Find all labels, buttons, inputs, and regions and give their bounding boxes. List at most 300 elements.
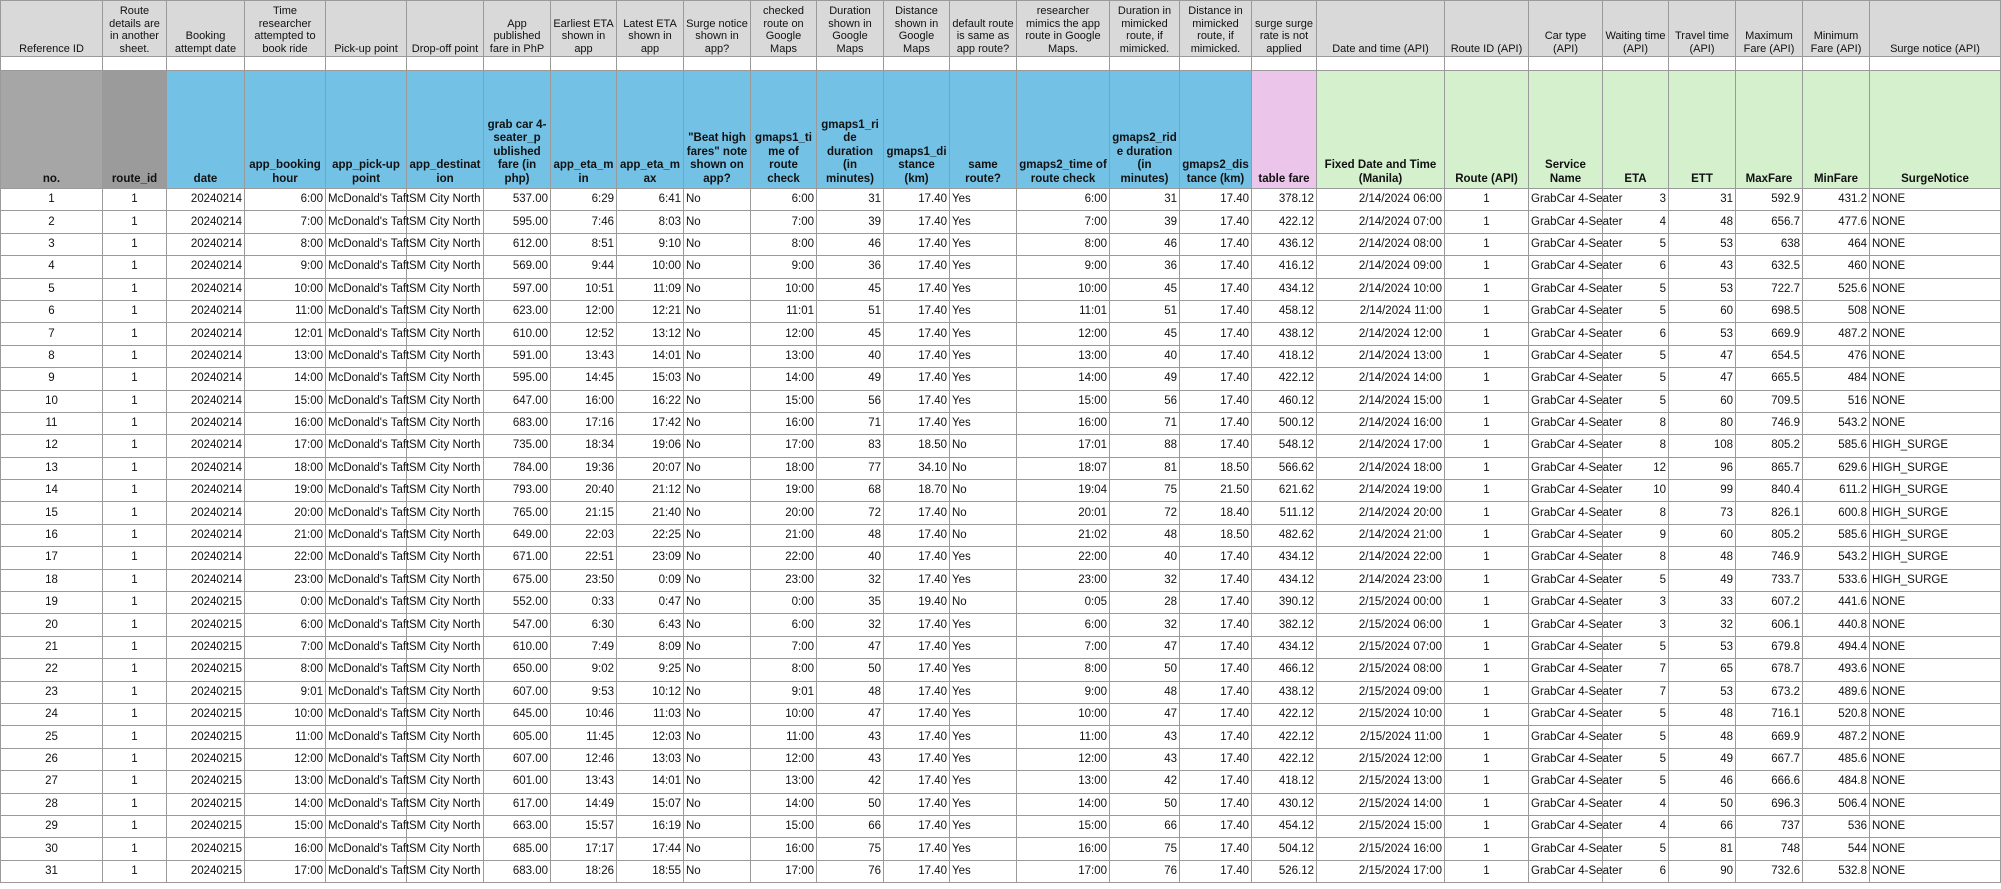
column-description-hour[interactable]: Time researcher attempted to book ride	[245, 1, 326, 57]
cell-maxfare[interactable]: 656.7	[1736, 211, 1803, 233]
cell-g1_dur[interactable]: 45	[817, 323, 884, 345]
cell-g1_time[interactable]: 10:00	[751, 278, 817, 300]
cell-service[interactable]: GrabCar 4-Seater	[1529, 659, 1603, 681]
cell-surge[interactable]: NONE	[1870, 390, 2001, 412]
cell-eta_max[interactable]: 12:21	[617, 300, 684, 322]
cell-fare[interactable]: 605.00	[484, 726, 551, 748]
cell-route_id[interactable]: 1	[103, 838, 167, 860]
cell-eta_max[interactable]: 13:12	[617, 323, 684, 345]
cell-g2_dur[interactable]: 48	[1110, 681, 1180, 703]
cell-service[interactable]: GrabCar 4-Seater	[1529, 524, 1603, 546]
cell-minfare[interactable]: 585.6	[1803, 435, 1870, 457]
cell-same[interactable]: Yes	[950, 838, 1017, 860]
cell-minfare[interactable]: 543.2	[1803, 547, 1870, 569]
cell-fixed_dt[interactable]: 2/14/2024 19:00	[1317, 480, 1445, 502]
cell-g2_dist[interactable]: 17.40	[1180, 189, 1252, 211]
cell-fare[interactable]: 612.00	[484, 233, 551, 255]
cell-dest[interactable]: SM City North	[407, 860, 484, 882]
cell-surge[interactable]: HIGH_SURGE	[1870, 457, 2001, 479]
cell-maxfare[interactable]: 669.9	[1736, 323, 1803, 345]
cell-beat[interactable]: No	[684, 659, 751, 681]
cell-beat[interactable]: No	[684, 726, 751, 748]
cell-ett[interactable]: 48	[1669, 211, 1736, 233]
cell-no[interactable]: 23	[1, 681, 103, 703]
cell-beat[interactable]: No	[684, 703, 751, 725]
cell-fare[interactable]: 591.00	[484, 345, 551, 367]
cell-g1_dur[interactable]: 75	[817, 838, 884, 860]
cell-fare[interactable]: 595.00	[484, 211, 551, 233]
cell-eta_min[interactable]: 0:33	[551, 592, 617, 614]
cell-route_api[interactable]: 1	[1445, 748, 1529, 770]
cell-g1_time[interactable]: 18:00	[751, 457, 817, 479]
cell-fixed_dt[interactable]: 2/14/2024 16:00	[1317, 412, 1445, 434]
cell-maxfare[interactable]: 716.1	[1736, 703, 1803, 725]
cell-eta[interactable]: 4	[1603, 793, 1669, 815]
cell-fare[interactable]: 683.00	[484, 860, 551, 882]
cell-eta_max[interactable]: 14:01	[617, 771, 684, 793]
cell-fixed_dt[interactable]: 2/15/2024 10:00	[1317, 703, 1445, 725]
cell-date[interactable]: 20240214	[167, 457, 245, 479]
cell-dest[interactable]: SM City North	[407, 726, 484, 748]
cell-same[interactable]: Yes	[950, 681, 1017, 703]
cell-ett[interactable]: 53	[1669, 233, 1736, 255]
blank-cell[interactable]	[484, 57, 551, 71]
cell-eta_max[interactable]: 9:10	[617, 233, 684, 255]
cell-eta_min[interactable]: 14:49	[551, 793, 617, 815]
cell-date[interactable]: 20240214	[167, 412, 245, 434]
cell-route_api[interactable]: 1	[1445, 412, 1529, 434]
cell-ett[interactable]: 53	[1669, 278, 1736, 300]
column-header-minfare[interactable]: MinFare	[1803, 71, 1870, 189]
cell-surge[interactable]: HIGH_SURGE	[1870, 547, 2001, 569]
cell-route_id[interactable]: 1	[103, 592, 167, 614]
cell-maxfare[interactable]: 632.5	[1736, 256, 1803, 278]
cell-table_fare[interactable]: 422.12	[1252, 726, 1317, 748]
cell-service[interactable]: GrabCar 4-Seater	[1529, 300, 1603, 322]
cell-ett[interactable]: 53	[1669, 681, 1736, 703]
cell-fare[interactable]: 537.00	[484, 189, 551, 211]
cell-eta[interactable]: 9	[1603, 524, 1669, 546]
cell-ett[interactable]: 48	[1669, 547, 1736, 569]
cell-no[interactable]: 20	[1, 614, 103, 636]
cell-eta_max[interactable]: 21:40	[617, 502, 684, 524]
cell-g2_dist[interactable]: 17.40	[1180, 681, 1252, 703]
column-header-fixed_dt[interactable]: Fixed Date and Time (Manila)	[1317, 71, 1445, 189]
cell-g1_dist[interactable]: 17.40	[884, 703, 950, 725]
cell-date[interactable]: 20240214	[167, 569, 245, 591]
cell-dest[interactable]: SM City North	[407, 592, 484, 614]
cell-hour[interactable]: 0:00	[245, 592, 326, 614]
cell-ett[interactable]: 66	[1669, 815, 1736, 837]
cell-g1_time[interactable]: 9:00	[751, 256, 817, 278]
cell-g2_time[interactable]: 8:00	[1017, 659, 1110, 681]
cell-g1_dist[interactable]: 34.10	[884, 457, 950, 479]
cell-service[interactable]: GrabCar 4-Seater	[1529, 211, 1603, 233]
cell-fixed_dt[interactable]: 2/15/2024 15:00	[1317, 815, 1445, 837]
cell-maxfare[interactable]: 746.9	[1736, 412, 1803, 434]
cell-route_api[interactable]: 1	[1445, 502, 1529, 524]
cell-g1_time[interactable]: 8:00	[751, 233, 817, 255]
cell-hour[interactable]: 13:00	[245, 771, 326, 793]
cell-beat[interactable]: No	[684, 592, 751, 614]
cell-g2_time[interactable]: 6:00	[1017, 189, 1110, 211]
blank-cell[interactable]	[1603, 57, 1669, 71]
cell-maxfare[interactable]: 805.2	[1736, 435, 1803, 457]
cell-minfare[interactable]: 516	[1803, 390, 1870, 412]
cell-eta_max[interactable]: 23:09	[617, 547, 684, 569]
cell-g2_time[interactable]: 14:00	[1017, 793, 1110, 815]
cell-pickup[interactable]: McDonald's Taft	[326, 636, 407, 658]
cell-ett[interactable]: 80	[1669, 412, 1736, 434]
cell-g2_time[interactable]: 19:04	[1017, 480, 1110, 502]
cell-g2_dur[interactable]: 71	[1110, 412, 1180, 434]
cell-g2_dur[interactable]: 39	[1110, 211, 1180, 233]
cell-g1_dur[interactable]: 35	[817, 592, 884, 614]
cell-eta_min[interactable]: 6:29	[551, 189, 617, 211]
cell-route_api[interactable]: 1	[1445, 681, 1529, 703]
cell-fixed_dt[interactable]: 2/14/2024 07:00	[1317, 211, 1445, 233]
cell-table_fare[interactable]: 434.12	[1252, 278, 1317, 300]
cell-g1_dur[interactable]: 32	[817, 569, 884, 591]
cell-g1_dist[interactable]: 17.40	[884, 793, 950, 815]
cell-eta_max[interactable]: 6:43	[617, 614, 684, 636]
cell-date[interactable]: 20240214	[167, 189, 245, 211]
cell-route_id[interactable]: 1	[103, 771, 167, 793]
cell-no[interactable]: 14	[1, 480, 103, 502]
cell-no[interactable]: 5	[1, 278, 103, 300]
cell-fixed_dt[interactable]: 2/14/2024 23:00	[1317, 569, 1445, 591]
cell-g2_dist[interactable]: 17.40	[1180, 390, 1252, 412]
cell-g1_time[interactable]: 14:00	[751, 793, 817, 815]
blank-cell[interactable]	[1445, 57, 1529, 71]
cell-fixed_dt[interactable]: 2/15/2024 17:00	[1317, 860, 1445, 882]
cell-eta_max[interactable]: 10:00	[617, 256, 684, 278]
cell-table_fare[interactable]: 482.62	[1252, 524, 1317, 546]
cell-maxfare[interactable]: 748	[1736, 838, 1803, 860]
cell-dest[interactable]: SM City North	[407, 457, 484, 479]
cell-surge[interactable]: NONE	[1870, 703, 2001, 725]
cell-eta_min[interactable]: 21:15	[551, 502, 617, 524]
cell-route_id[interactable]: 1	[103, 703, 167, 725]
blank-cell[interactable]	[103, 57, 167, 71]
cell-fixed_dt[interactable]: 2/14/2024 10:00	[1317, 278, 1445, 300]
column-description-fixed_dt[interactable]: Date and time (API)	[1317, 1, 1445, 57]
cell-eta_min[interactable]: 13:43	[551, 345, 617, 367]
cell-date[interactable]: 20240215	[167, 815, 245, 837]
cell-g2_dist[interactable]: 17.40	[1180, 256, 1252, 278]
cell-route_id[interactable]: 1	[103, 457, 167, 479]
cell-minfare[interactable]: 485.6	[1803, 748, 1870, 770]
cell-g2_dur[interactable]: 66	[1110, 815, 1180, 837]
cell-same[interactable]: Yes	[950, 300, 1017, 322]
cell-eta_max[interactable]: 11:09	[617, 278, 684, 300]
cell-hour[interactable]: 6:00	[245, 614, 326, 636]
cell-no[interactable]: 25	[1, 726, 103, 748]
cell-eta[interactable]: 3	[1603, 189, 1669, 211]
cell-same[interactable]: Yes	[950, 793, 1017, 815]
cell-route_id[interactable]: 1	[103, 726, 167, 748]
cell-table_fare[interactable]: 566.62	[1252, 457, 1317, 479]
cell-pickup[interactable]: McDonald's Taft	[326, 278, 407, 300]
cell-dest[interactable]: SM City North	[407, 278, 484, 300]
cell-dest[interactable]: SM City North	[407, 435, 484, 457]
cell-g1_time[interactable]: 12:00	[751, 323, 817, 345]
cell-hour[interactable]: 13:00	[245, 345, 326, 367]
blank-cell[interactable]	[950, 57, 1017, 71]
cell-surge[interactable]: NONE	[1870, 345, 2001, 367]
cell-g1_time[interactable]: 10:00	[751, 703, 817, 725]
cell-fixed_dt[interactable]: 2/15/2024 06:00	[1317, 614, 1445, 636]
column-description-g2_dist[interactable]: Distance in mimicked route, if mimicked.	[1180, 1, 1252, 57]
cell-service[interactable]: GrabCar 4-Seater	[1529, 502, 1603, 524]
cell-beat[interactable]: No	[684, 480, 751, 502]
column-description-maxfare[interactable]: Maximum Fare (API)	[1736, 1, 1803, 57]
cell-ett[interactable]: 60	[1669, 524, 1736, 546]
cell-minfare[interactable]: 476	[1803, 345, 1870, 367]
cell-service[interactable]: GrabCar 4-Seater	[1529, 636, 1603, 658]
column-description-g2_dur[interactable]: Duration in mimicked route, if mimicked.	[1110, 1, 1180, 57]
cell-eta_max[interactable]: 13:03	[617, 748, 684, 770]
cell-g1_dist[interactable]: 17.40	[884, 614, 950, 636]
cell-eta_min[interactable]: 12:00	[551, 300, 617, 322]
cell-surge[interactable]: HIGH_SURGE	[1870, 524, 2001, 546]
cell-fare[interactable]: 683.00	[484, 412, 551, 434]
cell-g1_dur[interactable]: 40	[817, 345, 884, 367]
cell-g1_time[interactable]: 6:00	[751, 614, 817, 636]
cell-fare[interactable]: 552.00	[484, 592, 551, 614]
cell-dest[interactable]: SM City North	[407, 189, 484, 211]
cell-hour[interactable]: 6:00	[245, 189, 326, 211]
cell-eta_min[interactable]: 19:36	[551, 457, 617, 479]
cell-surge[interactable]: HIGH_SURGE	[1870, 480, 2001, 502]
cell-eta_max[interactable]: 0:09	[617, 569, 684, 591]
cell-g1_dur[interactable]: 45	[817, 278, 884, 300]
cell-no[interactable]: 18	[1, 569, 103, 591]
cell-eta[interactable]: 8	[1603, 412, 1669, 434]
cell-route_id[interactable]: 1	[103, 189, 167, 211]
column-header-no[interactable]: no.	[1, 71, 103, 189]
blank-cell[interactable]	[1529, 57, 1603, 71]
cell-eta_min[interactable]: 10:51	[551, 278, 617, 300]
cell-minfare[interactable]: 484.8	[1803, 771, 1870, 793]
cell-ett[interactable]: 99	[1669, 480, 1736, 502]
cell-fare[interactable]: 610.00	[484, 636, 551, 658]
cell-route_api[interactable]: 1	[1445, 614, 1529, 636]
cell-maxfare[interactable]: 592.9	[1736, 189, 1803, 211]
cell-ett[interactable]: 47	[1669, 345, 1736, 367]
cell-route_api[interactable]: 1	[1445, 256, 1529, 278]
cell-g2_time[interactable]: 14:00	[1017, 368, 1110, 390]
cell-eta_min[interactable]: 23:50	[551, 569, 617, 591]
cell-g2_dur[interactable]: 48	[1110, 524, 1180, 546]
cell-dest[interactable]: SM City North	[407, 614, 484, 636]
cell-surge[interactable]: HIGH_SURGE	[1870, 502, 2001, 524]
cell-maxfare[interactable]: 679.8	[1736, 636, 1803, 658]
cell-eta_min[interactable]: 12:52	[551, 323, 617, 345]
cell-g1_dur[interactable]: 50	[817, 793, 884, 815]
cell-hour[interactable]: 8:00	[245, 233, 326, 255]
cell-minfare[interactable]: 629.6	[1803, 457, 1870, 479]
cell-g1_dist[interactable]: 17.40	[884, 300, 950, 322]
cell-date[interactable]: 20240214	[167, 368, 245, 390]
cell-route_id[interactable]: 1	[103, 368, 167, 390]
cell-eta_max[interactable]: 18:55	[617, 860, 684, 882]
cell-date[interactable]: 20240215	[167, 592, 245, 614]
cell-g2_time[interactable]: 8:00	[1017, 233, 1110, 255]
cell-eta_min[interactable]: 22:03	[551, 524, 617, 546]
cell-service[interactable]: GrabCar 4-Seater	[1529, 569, 1603, 591]
cell-beat[interactable]: No	[684, 636, 751, 658]
cell-g1_dist[interactable]: 17.40	[884, 323, 950, 345]
cell-g1_time[interactable]: 12:00	[751, 748, 817, 770]
cell-route_id[interactable]: 1	[103, 233, 167, 255]
cell-g2_time[interactable]: 7:00	[1017, 211, 1110, 233]
cell-g1_time[interactable]: 15:00	[751, 815, 817, 837]
cell-maxfare[interactable]: 709.5	[1736, 390, 1803, 412]
cell-hour[interactable]: 14:00	[245, 793, 326, 815]
column-header-route_id[interactable]: route_id	[103, 71, 167, 189]
cell-g1_dur[interactable]: 76	[817, 860, 884, 882]
cell-maxfare[interactable]: 638	[1736, 233, 1803, 255]
cell-eta_max[interactable]: 12:03	[617, 726, 684, 748]
cell-fixed_dt[interactable]: 2/15/2024 07:00	[1317, 636, 1445, 658]
cell-g2_time[interactable]: 7:00	[1017, 636, 1110, 658]
cell-g1_time[interactable]: 0:00	[751, 592, 817, 614]
cell-g2_dist[interactable]: 17.40	[1180, 569, 1252, 591]
cell-same[interactable]: Yes	[950, 278, 1017, 300]
cell-fixed_dt[interactable]: 2/14/2024 09:00	[1317, 256, 1445, 278]
cell-g2_dur[interactable]: 28	[1110, 592, 1180, 614]
cell-pickup[interactable]: McDonald's Taft	[326, 838, 407, 860]
cell-maxfare[interactable]: 732.6	[1736, 860, 1803, 882]
cell-date[interactable]: 20240214	[167, 502, 245, 524]
cell-maxfare[interactable]: 666.6	[1736, 771, 1803, 793]
cell-eta[interactable]: 5	[1603, 748, 1669, 770]
cell-eta_min[interactable]: 16:00	[551, 390, 617, 412]
cell-table_fare[interactable]: 500.12	[1252, 412, 1317, 434]
cell-minfare[interactable]: 532.8	[1803, 860, 1870, 882]
cell-g2_dur[interactable]: 88	[1110, 435, 1180, 457]
cell-route_id[interactable]: 1	[103, 614, 167, 636]
cell-hour[interactable]: 12:01	[245, 323, 326, 345]
cell-ett[interactable]: 46	[1669, 771, 1736, 793]
cell-g1_time[interactable]: 13:00	[751, 771, 817, 793]
cell-g1_time[interactable]: 13:00	[751, 345, 817, 367]
column-description-g2_time[interactable]: researcher mimics the app route in Google Maps.	[1017, 1, 1110, 57]
cell-no[interactable]: 26	[1, 748, 103, 770]
cell-dest[interactable]: SM City North	[407, 681, 484, 703]
cell-fixed_dt[interactable]: 2/15/2024 14:00	[1317, 793, 1445, 815]
cell-same[interactable]: Yes	[950, 748, 1017, 770]
column-header-g1_dist[interactable]: gmaps1_di stance (km)	[884, 71, 950, 189]
cell-g1_time[interactable]: 19:00	[751, 480, 817, 502]
cell-date[interactable]: 20240214	[167, 233, 245, 255]
cell-route_api[interactable]: 1	[1445, 793, 1529, 815]
cell-eta_max[interactable]: 20:07	[617, 457, 684, 479]
cell-fixed_dt[interactable]: 2/14/2024 18:00	[1317, 457, 1445, 479]
cell-maxfare[interactable]: 746.9	[1736, 547, 1803, 569]
cell-fare[interactable]: 793.00	[484, 480, 551, 502]
cell-eta_min[interactable]: 11:45	[551, 726, 617, 748]
cell-beat[interactable]: No	[684, 368, 751, 390]
cell-dest[interactable]: SM City North	[407, 233, 484, 255]
cell-date[interactable]: 20240215	[167, 860, 245, 882]
cell-fare[interactable]: 645.00	[484, 703, 551, 725]
cell-eta_min[interactable]: 10:46	[551, 703, 617, 725]
cell-same[interactable]: Yes	[950, 323, 1017, 345]
cell-dest[interactable]: SM City North	[407, 748, 484, 770]
cell-g2_dur[interactable]: 51	[1110, 300, 1180, 322]
cell-eta_max[interactable]: 10:12	[617, 681, 684, 703]
cell-g1_dur[interactable]: 66	[817, 815, 884, 837]
cell-beat[interactable]: No	[684, 748, 751, 770]
cell-g1_dur[interactable]: 47	[817, 703, 884, 725]
cell-same[interactable]: Yes	[950, 412, 1017, 434]
cell-beat[interactable]: No	[684, 412, 751, 434]
cell-minfare[interactable]: 489.6	[1803, 681, 1870, 703]
cell-maxfare[interactable]: 737	[1736, 815, 1803, 837]
cell-g2_dist[interactable]: 17.40	[1180, 659, 1252, 681]
cell-g1_dur[interactable]: 36	[817, 256, 884, 278]
column-header-g1_time[interactable]: gmaps1_ti me of route check	[751, 71, 817, 189]
cell-g2_dur[interactable]: 31	[1110, 189, 1180, 211]
cell-table_fare[interactable]: 418.12	[1252, 771, 1317, 793]
cell-no[interactable]: 11	[1, 412, 103, 434]
cell-minfare[interactable]: 440.8	[1803, 614, 1870, 636]
cell-g2_time[interactable]: 11:01	[1017, 300, 1110, 322]
cell-dest[interactable]: SM City North	[407, 569, 484, 591]
cell-hour[interactable]: 11:00	[245, 300, 326, 322]
cell-same[interactable]: Yes	[950, 659, 1017, 681]
cell-table_fare[interactable]: 434.12	[1252, 636, 1317, 658]
cell-g1_dur[interactable]: 49	[817, 368, 884, 390]
cell-g2_dur[interactable]: 56	[1110, 390, 1180, 412]
cell-route_id[interactable]: 1	[103, 860, 167, 882]
cell-table_fare[interactable]: 548.12	[1252, 435, 1317, 457]
column-description-table_fare[interactable]: surge surge rate is not applied	[1252, 1, 1317, 57]
cell-surge[interactable]: NONE	[1870, 771, 2001, 793]
cell-service[interactable]: GrabCar 4-Seater	[1529, 681, 1603, 703]
cell-eta[interactable]: 3	[1603, 614, 1669, 636]
cell-g1_dist[interactable]: 17.40	[884, 838, 950, 860]
cell-surge[interactable]: HIGH_SURGE	[1870, 435, 2001, 457]
cell-eta_min[interactable]: 17:17	[551, 838, 617, 860]
cell-eta_max[interactable]: 6:41	[617, 189, 684, 211]
cell-table_fare[interactable]: 378.12	[1252, 189, 1317, 211]
cell-g2_dur[interactable]: 40	[1110, 345, 1180, 367]
cell-no[interactable]: 10	[1, 390, 103, 412]
cell-dest[interactable]: SM City North	[407, 838, 484, 860]
cell-eta[interactable]: 5	[1603, 771, 1669, 793]
cell-eta[interactable]: 3	[1603, 592, 1669, 614]
cell-g2_time[interactable]: 9:00	[1017, 256, 1110, 278]
column-header-maxfare[interactable]: MaxFare	[1736, 71, 1803, 189]
cell-g1_time[interactable]: 7:00	[751, 636, 817, 658]
cell-dest[interactable]: SM City North	[407, 412, 484, 434]
cell-pickup[interactable]: McDonald's Taft	[326, 659, 407, 681]
cell-hour[interactable]: 7:00	[245, 636, 326, 658]
cell-g1_dist[interactable]: 17.40	[884, 524, 950, 546]
cell-eta_min[interactable]: 18:34	[551, 435, 617, 457]
cell-route_id[interactable]: 1	[103, 636, 167, 658]
column-header-g2_dur[interactable]: gmaps2_rid e duration (in minutes)	[1110, 71, 1180, 189]
cell-date[interactable]: 20240215	[167, 748, 245, 770]
cell-no[interactable]: 21	[1, 636, 103, 658]
cell-surge[interactable]: NONE	[1870, 681, 2001, 703]
cell-dest[interactable]: SM City North	[407, 211, 484, 233]
cell-hour[interactable]: 9:00	[245, 256, 326, 278]
cell-pickup[interactable]: McDonald's Taft	[326, 412, 407, 434]
